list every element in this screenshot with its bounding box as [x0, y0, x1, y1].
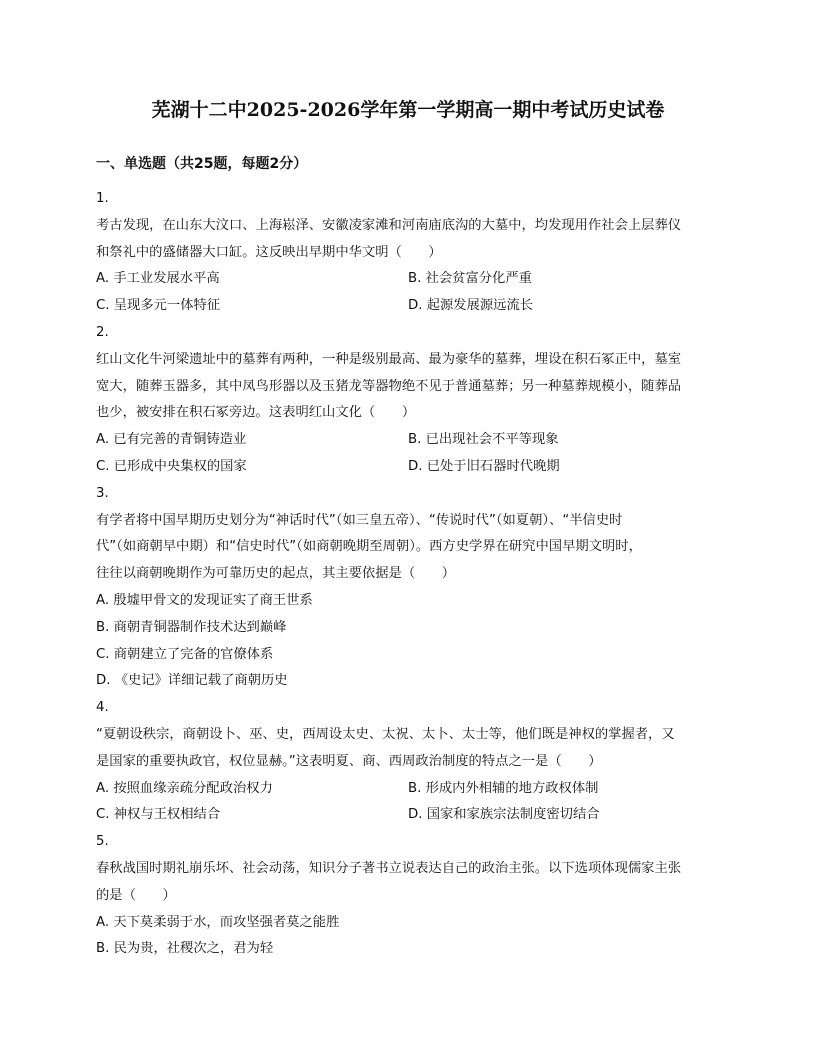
- option-a: A. 手工业发展水平高: [96, 271, 220, 287]
- option-b: B. 已出现社会不平等现象: [408, 432, 559, 448]
- options-row: [96, 454, 720, 481]
- question-stem-line: 有学者将中国早期历史划分为“神话时代”（如三皇五帝）、“传说时代”（如夏朝）、“半信史时: [96, 512, 623, 528]
- question-stem-line: 春秋战国时期礼崩乐坏、社会动荡，知识分子著书立说表达自己的政治主张。以下选项体现儒家主张: [96, 860, 682, 876]
- options-row: [96, 293, 720, 320]
- options-row: [96, 776, 720, 803]
- question-stem-line: 也少，被安排在积石冢旁边。这表明红山文化（ ）: [96, 405, 416, 421]
- question-4: [96, 695, 720, 829]
- option-c: C. 商朝建立了完备的官僚体系: [96, 646, 274, 662]
- question-number: 5.: [96, 834, 109, 850]
- question-stem-line: “夏朝设秩宗，商朝设卜、巫、史，西周设太史、太祝、太卜、太士等，他们既是神权的掌握者，又: [96, 726, 675, 742]
- option-d: D. 《史记》详细记载了商朝历史: [96, 673, 288, 689]
- option-b: B. 形成内外相辅的地方政权体制: [408, 780, 599, 796]
- question-stem-line: 是国家的重要执政官，权位显赫。”这表明夏、商、西周政治制度的特点之一是（ ）: [96, 753, 602, 769]
- option-a: A. 天下莫柔弱于水，而攻坚强者莫之能胜: [96, 914, 340, 930]
- question-stem-line: 往往以商朝晚期作为可靠历史的起点，其主要依据是（ ）: [96, 566, 456, 582]
- question-stem-line: 考古发现，在山东大汶口、上海崧泽、安徽凌家滩和河南庙底沟的大墓中，均发现用作社会上层葬仪: [96, 217, 682, 233]
- options-row: [96, 802, 720, 829]
- option-b: B. 社会贫富分化严重: [408, 271, 532, 287]
- question-stem: [96, 856, 720, 910]
- question-list: [96, 186, 720, 963]
- option-b: B. 民为贵，社稷次之，君为轻: [96, 941, 274, 957]
- question-1: [96, 186, 720, 320]
- option-c: C. 神权与王权相结合: [96, 807, 221, 823]
- question-number: 4.: [96, 700, 109, 716]
- question-stem: [96, 347, 720, 427]
- question-stem-line: 红山文化牛河梁遗址中的墓葬有两种，一种是级别最高、最为豪华的墓葬，埋设在积石冢正中，墓室: [96, 351, 682, 367]
- question-2: [96, 320, 720, 481]
- question-stem: [96, 213, 720, 267]
- option-d: D. 起源发展源远流长: [408, 298, 534, 314]
- question-number: 2.: [96, 324, 109, 340]
- option-c: C. 呈现多元一体特征: [96, 298, 221, 314]
- option-a: A. 按照血缘亲疏分配政治权力: [96, 780, 273, 796]
- question-stem: [96, 722, 720, 776]
- question-number: 3.: [96, 485, 109, 501]
- option-a: A. 已有完善的青铜铸造业: [96, 432, 247, 448]
- question-stem-line: 代”（如商朝早中期）和“信史时代”（如商朝晚期至周朝）。西方史学界在研究中国早期文明时，: [96, 539, 642, 555]
- option-b: B. 商朝青铜器制作技术达到巅峰: [96, 619, 287, 635]
- question-5: [96, 829, 720, 963]
- question-stem: [96, 508, 720, 588]
- exam-title: 芜湖十二中2025-2026学年第一学期高一期中考试历史试卷: [151, 99, 665, 121]
- option-a: A. 殷墟甲骨文的发现证实了商王世系: [96, 592, 313, 608]
- question-stem-line: 的是（ ）: [96, 887, 176, 903]
- option-c: C. 已形成中央集权的国家: [96, 458, 247, 474]
- option-d: D. 已处于旧石器时代晚期: [408, 458, 560, 474]
- question-number: 1.: [96, 191, 109, 206]
- question-stem-line: 和祭礼中的盛储器大口缸。这反映出早期中华文明（ ）: [96, 244, 442, 260]
- options-row: [96, 427, 720, 454]
- options-row: [96, 266, 720, 293]
- section-heading: 一、单选题（共25题，每题2分）: [96, 156, 308, 172]
- option-d: D. 国家和家族宗法制度密切结合: [408, 807, 600, 823]
- question-stem-line: 宽大，随葬玉器多，其中凤鸟形器以及玉猪龙等器物绝不见于普通墓葬；另一种墓葬规模小，随葬品: [96, 378, 682, 394]
- question-3: [96, 481, 720, 695]
